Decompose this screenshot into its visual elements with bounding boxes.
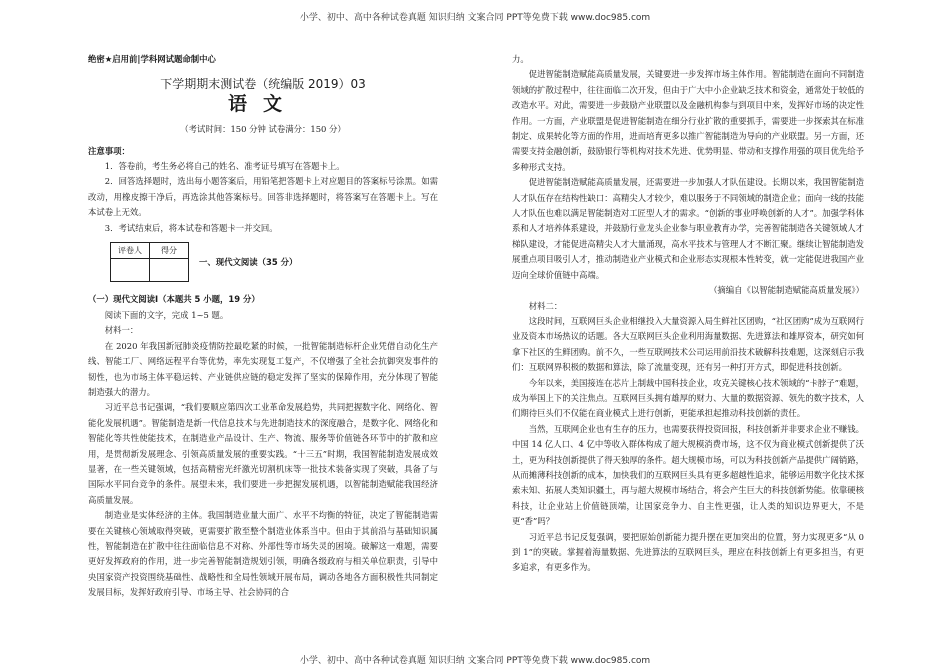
- paragraph: 习近平总书记反复强调，要把原始创新能力提升摆在更加突出的位置，努力实现更多“从 0 到 1”的突破。掌握着海量数据、先进算法的互联网巨头，理应在科技创新上有更多担当，有更多追求，有更多作为。: [512, 531, 864, 573]
- exam-info: （考试时间：150 分钟 试卷满分：150 分）: [180, 124, 346, 135]
- material-1-label: 材料一：: [104, 325, 139, 336]
- paragraph: 当然，互联网企业也有生存的压力，也需要获得投资回报，科技创新并非要求企业不赚钱。中国 14 亿人口、4 亿中等收入群体构成了超大规模消费市场，这不仅为商业模式创新提供了沃土，更为科技创新提供了得天独厚的条件。超大规模市场，可以为科技创新产品提供广阔销路，从而摊薄科技创新的成本，加快我们的互联网巨头具有更多超越性追求，能够运用数字化技术探索未知、拓展人类知识疆土，再与超大规模市场结合，将会产生巨大的科技创新势能。依靠硬核科技，让企业站上价值链顶端，让国家竞争力、自主性更强，让人类的知识边界更大，不是更“香”吗？: [512, 423, 864, 527]
- paragraph: 力。: [512, 54, 529, 64]
- notice-item: 1．答卷前，考生务必将自己的姓名、准考证号填写在答题卡上。: [104, 161, 345, 172]
- grader-cell: [111, 259, 150, 282]
- section-title: 一、现代文阅读（35 分）: [199, 256, 298, 267]
- grader-header: 评卷人: [111, 243, 150, 259]
- material-2-label: 材料二：: [528, 300, 563, 311]
- source-citation: （摘编自《以智能制造赋能高质量发展》）: [709, 285, 864, 296]
- left-column: [88, 52, 438, 601]
- exam-title: 下学期期末测试卷（统编版 2019）03: [160, 77, 366, 92]
- subject-title: 语文: [227, 92, 298, 115]
- paragraph: 习近平总书记强调，“我们要顺应第四次工业革命发展趋势，共同把握数字化、网络化、智能化发展机遇”。智能制造是新一代信息技术与先进制造技术的深度融合，是数字化、网络化和智能化等共性使能技术，在制造业产品设计、生产、物流、服务等价值链各环节中的扩散和应用，是贯彻新发展理念、引领高质量发展的重要实践。“十三五”时期，我国智能制造发展成效显著，在一些关键领域，包括高精密光纤激光切割机床等一批技术装备实现了突破，具备了与国际水平同台竞争的条件。展望未来，我们要进一步把握发展机遇，以智能制造赋能我国经济高质量发展。: [88, 402, 438, 505]
- confidential-line: 绝密★启用前|学科网试题命制中心: [88, 54, 216, 64]
- right-column: [512, 52, 864, 576]
- score-area: [110, 242, 438, 282]
- score-header: 得分: [150, 243, 189, 259]
- notice-item: 3．考试结束后，将本试卷和答题卡一并交回。: [104, 222, 278, 233]
- paragraph: 这段时间，互联网巨头企业相继投入大量资源入局生鲜社区团购，“社区团购”成为互联网行业及资本市场热议的话题。各大互联网巨头企业利用海量数据、先进算法和雄厚资本，研究如何拿下社区的生鲜团购。前不久，一些互联网技术公司运用前沿技术破解科技难题，这深刻启示我们：互联网界积极的数据和算法，除了流量变现，还有另一种打开方式，即促进科技创新。: [512, 315, 864, 373]
- page-footer: 小学、初中、高中各种试卷真题 知识归纳 文案合同 PPT等免费下载 www.doc985.com: [299, 656, 651, 666]
- notice-item: 2．回答选择题时，选出每小题答案后，用铅笔把答题卡上对应题目的答案标号涂黑。如需改动，用橡皮擦干净后，再选涂其他答案标号。回答非选择题时，将答案写在答题卡上。写在本试卷上无效。: [88, 176, 438, 218]
- notice-title: 注意事项：: [88, 145, 130, 156]
- score-table: [110, 242, 189, 282]
- paragraph: 促进智能制造赋能高质量发展，关键要进一步发挥市场主体作用。智能制造在面向不同制造领域的扩散过程中，往往面临二次开发，但由于广大中小企业缺乏技术和资金，通常处于较低的改造水平。对此，需要进一步鼓励产业联盟以及金融机构参与到项目中来，发挥好市场的决定性作用。一方面，产业联盟是促进智能制造在细分行业扩散的重要抓手，需要进一步探索其在标准制定、成果转化等方面的作用，进而培育更多以推广智能制造为导向的产业联盟。另一方面，还需要支持金融创新，鼓励银行等机构对技术先进、优势明显、带动和支撑作用强的项目优先给予多种形式支持。: [512, 69, 864, 172]
- paragraph: 促进智能制造赋能高质量发展，还需要进一步加强人才队伍建设。长期以来，我国智能制造人才队伍存在结构性缺口：高精尖人才较少，难以服务于不同领域的制造企业；面向一线的技能人才队伍也难以满足智能制造对工匠型人才的需求。“创新的事业呼唤创新的人才”。加强学科体系和人才培养体系建设，并鼓励行业龙头企业参与职业教育办学，完善智能制造各关键领域人才梯队建设，才能促进高精尖人才大量涌现，高水平技术与管理人才不断汇聚。继续让智能制造发展重点项目吸引人才，推动制造业产业模式和企业形态实现根本性转变，就一定能促进我国产业迈向全球价值链中高端。: [512, 177, 864, 280]
- paragraph: 制造业是实体经济的主体。我国制造业量大面广、水平不均衡的特征，决定了智能制造需要在关键核心领域取得突破，更需要扩散至整个制造业体系当中。但由于其前沿与基础知识属性，智能制造在扩散中往往面临信息不对称、外部性等市场失灵的困境。破解这一难题，需要更好发挥政府的作用，进一步完善智能制造规划引领，明确各级政府与相关单位职责，引导中央国家资产投资围绕基础性、战略性和全局性领域开展布局，调动各地各方面积极性共同制定发展目标，发挥好政府引导、市场主导、社会协同的合: [88, 510, 438, 598]
- instruction: 阅读下面的文字，完成 1~5 题。: [104, 309, 229, 320]
- paragraph: 今年以来，美国接连在芯片上制裁中国科技企业，攻克关键核心技术领域的“卡脖子”难题，成为举国上下的关注焦点。互联网巨头拥有雄厚的财力、大量的数据资源、领先的数字技术，人们期待巨头们不仅能在商业模式上进行创新，更能承担起推动科技创新的责任。: [512, 377, 864, 419]
- subsection-title: （一）现代文阅读Ⅰ（本题共 5 小题，19 分）: [88, 294, 260, 305]
- paragraph: 在 2020 年我国新冠肺炎疫情防控最吃紧的时候，一批智能制造标杆企业凭借自动化生产线、智能工厂、网络远程平台等优势，率先实现复工复产，不仅增强了全社会抗御突发事件的韧性，也为市场主体平稳运转、产业链供应链的稳定发挥了坚实的保障作用，充分体现了智能制造强大的潜力。: [88, 340, 438, 397]
- score-cell: [150, 259, 189, 282]
- page-header: 小学、初中、高中各种试卷真题 知识归纳 文案合同 PPT等免费下载 www.doc985.com: [299, 13, 651, 23]
